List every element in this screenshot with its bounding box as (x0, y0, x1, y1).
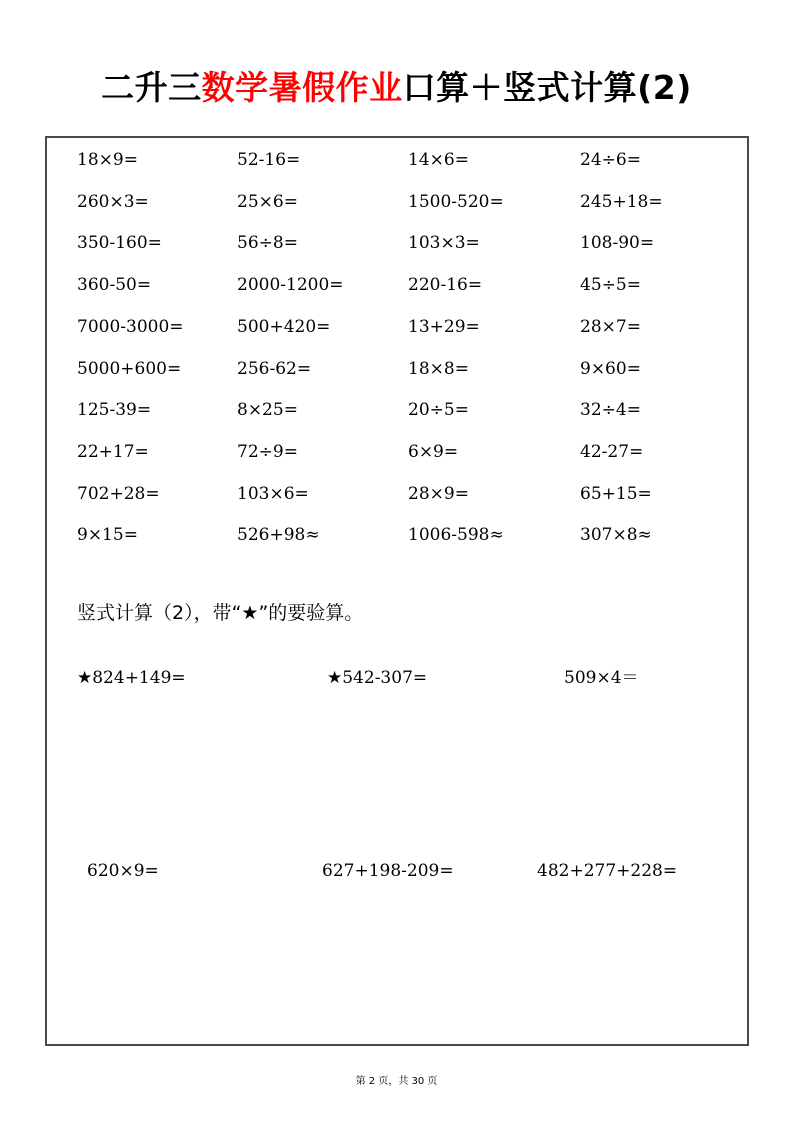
oral-problem: 7000-3000= (77, 316, 184, 337)
vertical-problem: ★824+149= (77, 668, 186, 688)
vertical-problem: 627+198-209= (322, 861, 454, 881)
vertical-problem: ★542-307= (327, 668, 428, 688)
oral-problem: 14×6= (408, 150, 469, 170)
oral-problem: 1500-520= (408, 191, 504, 212)
vertical-problem: 620×9= (87, 861, 159, 881)
oral-problem: 307×8≈ (580, 525, 652, 546)
oral-problem: 103×3= (408, 233, 480, 254)
vertical-calc-heading: 竖式计算（2），带“★”的要验算。 (77, 602, 364, 624)
oral-problem: 28×7= (580, 316, 641, 337)
oral-problem: 22+17= (77, 441, 149, 462)
oral-problem: 65+15= (580, 483, 652, 504)
oral-problem: 5000+600= (77, 358, 182, 379)
vertical-problem: 482+277+228= (537, 861, 678, 881)
vertical-problem: 509×4＝ (564, 668, 639, 688)
oral-problem: 260×3= (77, 191, 149, 212)
oral-problem: 500+420= (237, 316, 331, 337)
oral-problem: 18×9= (77, 150, 138, 170)
worksheet-frame (45, 136, 749, 1046)
title-highlight: 数学暑假作业 (201, 68, 403, 107)
oral-problem: 245+18= (580, 191, 663, 212)
oral-problem: 2000-1200= (237, 275, 344, 296)
oral-problem: 25×6= (237, 191, 298, 212)
oral-problem: 8×25= (237, 400, 298, 421)
oral-problem: 350-160= (77, 233, 162, 254)
oral-problem: 256-62= (237, 358, 312, 379)
oral-problem: 45÷5= (580, 275, 641, 296)
oral-problem: 52-16= (237, 150, 301, 170)
oral-problem: 125-39= (77, 400, 152, 421)
oral-problem: 13+29= (408, 316, 480, 337)
oral-problem: 28×9= (408, 483, 469, 504)
oral-problem: 108-90= (580, 233, 655, 254)
oral-problem: 702+28= (77, 483, 160, 504)
oral-problem: 220-16= (408, 275, 483, 296)
oral-problem: 6×9= (408, 441, 459, 462)
oral-problem: 56÷8= (237, 233, 298, 254)
oral-problem: 360-50= (77, 275, 152, 296)
oral-problem: 103×6= (237, 483, 309, 504)
oral-problem: 42-27= (580, 441, 644, 462)
oral-problem: 72÷9= (237, 441, 298, 462)
page-footer: 第 2 页，共 30 页 (355, 1076, 438, 1087)
oral-problem: 24÷6= (580, 150, 641, 170)
page-title (0, 62, 793, 109)
title-grade: 二升三 (101, 68, 202, 107)
oral-problem: 20÷5= (408, 400, 469, 421)
oral-problem: 1006-598≈ (408, 525, 504, 546)
title-topic: 口算＋竖式计算(2) (402, 68, 692, 107)
oral-problem: 9×60= (580, 358, 641, 379)
oral-problem: 9×15= (77, 525, 138, 546)
oral-problem: 32÷4= (580, 400, 641, 421)
oral-problem: 18×8= (408, 358, 469, 379)
oral-problem: 526+98≈ (237, 525, 320, 546)
